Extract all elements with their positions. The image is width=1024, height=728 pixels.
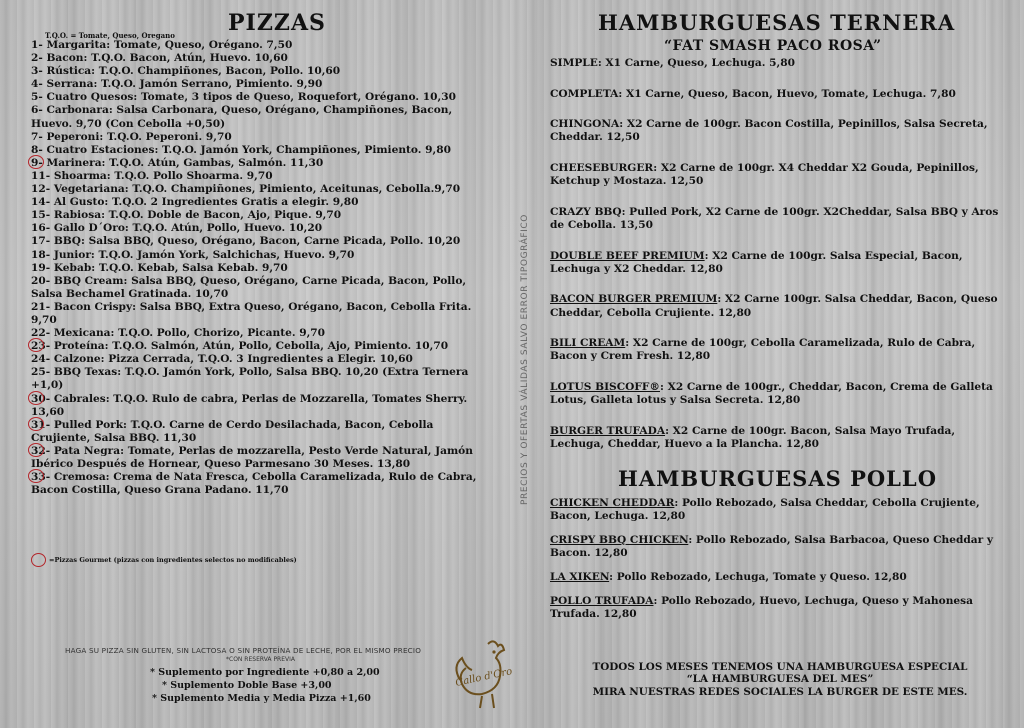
pizza-description: Shoarma: T.Q.O. Pollo Shoarma. 9,70 [50, 169, 273, 182]
pizza-item [31, 52, 491, 65]
burger-name: LA XIKEN [550, 570, 610, 583]
burger-name: COMPLETA [550, 87, 619, 100]
pizza-description: Al Gusto: T.Q.O. 2 Ingredientes Gratis a elegir. 9,80 [50, 196, 359, 209]
burger-description: : Pulled Pork, X2 Carne de 100gr. X2Cheddar, Salsa BBQ y Aros de Cebolla. 13,50 [550, 205, 999, 231]
pizzas-title: PIZZAS [228, 10, 326, 36]
pizza-number: 18- [31, 248, 51, 261]
pizza-description: Marinera: T.Q.O. Atún, Gambas, Salmón. 11,30 [42, 156, 324, 169]
promo-line-3: MIRA NUESTRAS REDES SOCIALES LA BURGER DE ESTE MES. [592, 685, 968, 698]
burger-name: BILI CREAM [550, 337, 626, 350]
burger-item [550, 571, 1000, 584]
burger-name: CHEESEBURGER [550, 161, 654, 174]
ternera-list [550, 57, 1000, 469]
burger-item [550, 88, 1000, 101]
pollo-list [550, 497, 1000, 631]
pizza-number: 4- [31, 78, 43, 91]
pizza-item [31, 209, 491, 222]
pizza-number: 20- [31, 274, 51, 287]
burger-item [550, 497, 1000, 523]
supplement-ingredient: * Suplemento por Ingrediente +0,80 a 2,00 [150, 667, 380, 678]
ternera-subtitle: “FAT SMASH PACO ROSA” [664, 38, 882, 54]
pizza-description: Carbonara: Salsa Carbonara, Queso, Orégano, Champiñones, Bacon, Huevo. 9,70 (Con Cebolla +0,50) [31, 104, 453, 130]
pizza-item [31, 91, 491, 104]
burger-item [550, 425, 1000, 451]
pizza-description: Pulled Pork: T.Q.O. Carne de Cerdo Desilachada, Bacon, Cebolla Crujiente, Salsa BBQ. 11,30 [31, 418, 434, 444]
burger-item [550, 206, 1000, 232]
pizza-number: 1- [31, 39, 43, 51]
pizza-item [31, 183, 491, 196]
promo-block [570, 661, 990, 698]
burger-name: CRAZY BBQ [550, 205, 622, 218]
burger-description: : Pollo Rebozado, Salsa Cheddar, Cebolla Crujiente, Bacon, Lechuga. 12,80 [550, 497, 980, 523]
burger-description: : X2 Carne 100gr. Salsa Cheddar, Bacon, Queso Cheddar, Cebolla Crujiente. 12,80 [550, 293, 998, 319]
pizza-number: 11- [31, 169, 51, 182]
vertical-disclaimer: PRECIOS Y OFERTAS VÁLIDAS SALVO ERROR TIPOGRÁFICO [520, 214, 530, 505]
pizza-description: Bacon Crispy: Salsa BBQ, Extra Queso, Orégano, Bacon, Cebolla Frita. 9,70 [31, 300, 472, 326]
pizza-description: Rabiosa: T.Q.O. Doble de Bacon, Ajo, Pique. 9,70 [50, 209, 342, 222]
pizza-item [31, 222, 491, 235]
pizza-number: 24- [31, 353, 51, 366]
pizza-item [31, 196, 491, 209]
pizza-item [31, 275, 491, 301]
pizza-item [31, 393, 491, 419]
burger-description: : X2 Carne de 100gr. Bacon Costilla, Pepinillos, Salsa Secreta, Cheddar. 12,50 [550, 118, 988, 144]
pizza-number: 8- [31, 143, 43, 156]
burger-description: : X2 Carne de 100gr., Cheddar, Bacon, Crema de Galleta Lotus, Galleta lotus y Salsa Secreta. 12,80 [550, 380, 993, 407]
ternera-title: HAMBURGUESAS TERNERA [598, 10, 956, 35]
pollo-title: HAMBURGUESAS POLLO [618, 466, 937, 491]
pizza-description: Bacon: T.Q.O. Bacon, Atún, Huevo. 10,60 [42, 52, 288, 65]
pizza-number: 7- [31, 130, 43, 143]
pizza-item [31, 65, 491, 78]
pizza-description: BBQ Cream: Salsa BBQ, Queso, Orégano, Carne Picada, Bacon, Pollo, Salsa Bechamel Gratinada. 10,70 [31, 274, 467, 300]
gourmet-marker-icon [28, 338, 44, 352]
pizza-item [31, 249, 491, 262]
pizza-description: Calzone: Pizza Cerrada, T.Q.O. 3 Ingredientes a Elegir. 10,60 [50, 353, 413, 366]
pizza-description: Cabrales: T.Q.O. Rulo de cabra, Perlas de Mozzarella, Tomates Sherry. 13,60 [31, 392, 468, 418]
pizza-description: Rústica: T.Q.O. Champiñones, Bacon, Pollo. 10,60 [42, 65, 341, 78]
pizza-description: Junior: T.Q.O. Jamón York, Salchichas, Huevo. 9,70 [50, 248, 355, 261]
pizza-description: Cremosa: Crema de Nata Fresca, Cebolla Caramelizada, Rulo de Cabra, Bacon Costilla, Queso Grana Padano. 11,70 [31, 471, 477, 497]
reserva-note: *CON RESERVA PREVIA [226, 656, 295, 663]
pizza-number: 19- [31, 261, 51, 274]
pizza-item [31, 235, 491, 248]
pizza-description: BBQ: Salsa BBQ, Queso, Orégano, Bacon, Carne Picada, Pollo. 10,20 [50, 235, 461, 248]
burger-description: : Pollo Rebozado, Lechuga, Tomate y Queso. 12,80 [609, 570, 907, 583]
pizza-description: Gallo D´Oro: T.Q.O. Atún, Pollo, Huevo. 10,20 [50, 222, 323, 235]
pizza-number: 12- [31, 183, 51, 196]
promo-line-1: TODOS LOS MESES TENEMOS UNA HAMBURGUESA ESPECIAL [592, 661, 968, 673]
burger-name: DOUBLE BEEF PREMIUM [550, 249, 705, 262]
pizza-number: 14- [31, 196, 51, 209]
pizza-number: 5- [31, 91, 43, 104]
burger-description: : X1 Carne, Queso, Lechuga. 5,80 [597, 57, 795, 69]
burger-item [550, 250, 1000, 276]
pizza-number: 30- [31, 393, 50, 405]
pizza-description: BBQ Texas: T.Q.O. Jamón York, Pollo, Salsa BBQ. 10,20 (Extra Ternera +1,0) [31, 366, 469, 392]
gourmet-marker-icon [28, 391, 44, 405]
burger-name: SIMPLE [550, 57, 598, 69]
pizza-description: Kebab: T.Q.O. Kebab, Salsa Kebab. 9,70 [50, 261, 288, 274]
pizza-item [31, 353, 491, 366]
burger-name: POLLO TRUFADA [550, 594, 654, 607]
burger-panel [540, 0, 1024, 728]
pizza-item [31, 39, 491, 52]
burger-description: : X2 Carne de 100gr. Bacon, Salsa Mayo Trufada, Lechuga, Cheddar, Huevo a la Plancha. 12,80 [550, 424, 956, 450]
burger-item [550, 293, 1000, 319]
pizza-number: 33- [31, 471, 50, 483]
pizza-item [31, 170, 491, 183]
burger-item [550, 57, 1000, 70]
pizza-item [31, 301, 491, 327]
pizza-number: 21- [31, 300, 51, 313]
pizza-number: 15- [31, 209, 51, 222]
pizza-item [31, 157, 491, 170]
pizza-item [31, 445, 491, 471]
pizza-number: 17- [31, 235, 51, 248]
pizza-description: Serrana: T.Q.O. Jamón Serrano, Pimiento. 9,90 [42, 78, 323, 91]
pizza-number: 31- [31, 419, 50, 431]
pizza-number: 16- [31, 222, 51, 235]
pizza-item [31, 144, 491, 157]
pizza-list [31, 39, 491, 497]
burger-description: : X2 Carne de 100gr, Cebolla Caramelizada, Rulo de Cabra, Bacon y Crem Fresh. 12,80 [550, 337, 976, 363]
pizza-number: 2- [31, 52, 43, 65]
burger-item [550, 381, 1000, 407]
pizza-description: Cuatro Quesos: Tomate, 3 tipos de Queso, Roquefort, Orégano. 10,30 [42, 91, 456, 104]
gourmet-note [31, 553, 297, 567]
pizza-description: Pata Negra: Tomate, Perlas de mozzarella, Pesto Verde Natural, Jamón Ibérico Después de Hornear, Queso Parmesano 30 Meses. 13,80 [31, 444, 473, 470]
pizza-item [31, 471, 491, 497]
burger-description: : X1 Carne, Queso, Bacon, Huevo, Tomate, Lechuga. 7,80 [618, 87, 956, 100]
gluten-note: HAGA SU PIZZA SIN GLUTEN, SIN LACTOSA O SIN PROTEÍNA DE LECHE, POR EL MISMO PRECIO [65, 646, 422, 655]
pizza-description: Vegetariana: T.Q.O. Champiñones, Pimiento, Aceitunas, Cebolla.9,70 [50, 183, 461, 196]
burger-name: LOTUS BISCOFF® [550, 380, 660, 393]
pizza-item [31, 262, 491, 275]
burger-name: BURGER TRUFADA [550, 424, 666, 437]
gourmet-marker-icon [28, 417, 44, 431]
supplement-double-base: * Suplemento Doble Base +3,00 [162, 680, 332, 691]
pizza-description: Peperoni: T.Q.O. Peperoni. 9,70 [42, 130, 232, 143]
promo-line-2: “LA HAMBURGUESA DEL MES” [686, 673, 874, 686]
pizza-item [31, 366, 491, 392]
burger-name: BACON BURGER PREMIUM [550, 293, 718, 306]
pizza-number: 25- [31, 366, 51, 379]
pizza-number: 3- [31, 65, 43, 78]
pizza-description: Mexicana: T.Q.O. Pollo, Chorizo, Picante. 9,70 [50, 327, 326, 340]
gourmet-marker-icon [28, 443, 44, 457]
gourmet-marker-icon [28, 155, 44, 169]
logo-text: Gallo d'Oro [454, 666, 514, 689]
pizza-number: 32- [31, 445, 50, 457]
pizza-number: 22- [31, 327, 51, 340]
burger-description: : X2 Carne de 100gr. Salsa Especial, Bacon, Lechuga y X2 Cheddar. 12,80 [550, 249, 963, 275]
burger-name: CHINGONA [550, 118, 620, 131]
burger-description: : Pollo Rebozado, Salsa Barbacoa, Queso Cheddar y Bacon. 12,80 [550, 533, 994, 560]
pizza-item [31, 327, 491, 340]
burger-item [550, 162, 1000, 188]
pizza-item [31, 104, 491, 130]
pizza-description: Cuatro Estaciones: T.Q.O. Jamón York, Champiñones, Pimiento. 9,80 [42, 143, 451, 156]
pizza-number: 6- [31, 104, 43, 117]
burger-description: : Pollo Rebozado, Huevo, Lechuga, Queso y Mahonesa Trufada. 12,80 [550, 594, 973, 620]
burger-item [550, 595, 1000, 621]
burger-item [550, 118, 1000, 144]
burger-name: CRISPY BBQ CHICKEN [550, 533, 689, 546]
pizza-item [31, 131, 491, 144]
tqo-legend: T.Q.O. = Tomate, Queso, Oregano [45, 31, 175, 40]
gourmet-note-text: =Pizzas Gourmet (pizzas con ingredientes selectos no modificables) [49, 556, 297, 564]
pizza-number: 23- [31, 340, 50, 352]
pizza-item [31, 419, 491, 445]
pizza-description: Margarita: Tomate, Queso, Orégano. 7,50 [42, 39, 293, 51]
burger-name: CHICKEN CHEDDAR [550, 497, 675, 509]
pizza-description: Proteína: T.Q.O. Salmón, Atún, Pollo, Cebolla, Ajo, Pimiento. 10,70 [50, 340, 449, 353]
pizza-item [31, 78, 491, 91]
burger-item [550, 534, 1000, 560]
burger-description: : X2 Carne de 100gr. X4 Cheddar X2 Gouda, Pepinillos, Ketchup y Mostaza. 12,50 [550, 161, 979, 188]
burger-item [550, 337, 1000, 363]
pizza-number: 9- [31, 157, 43, 169]
gourmet-marker-icon [31, 553, 46, 567]
gourmet-marker-icon [28, 469, 44, 483]
pizza-item [31, 340, 491, 353]
supplement-half-half: * Suplemento Media y Media Pizza +1,60 [152, 693, 371, 704]
